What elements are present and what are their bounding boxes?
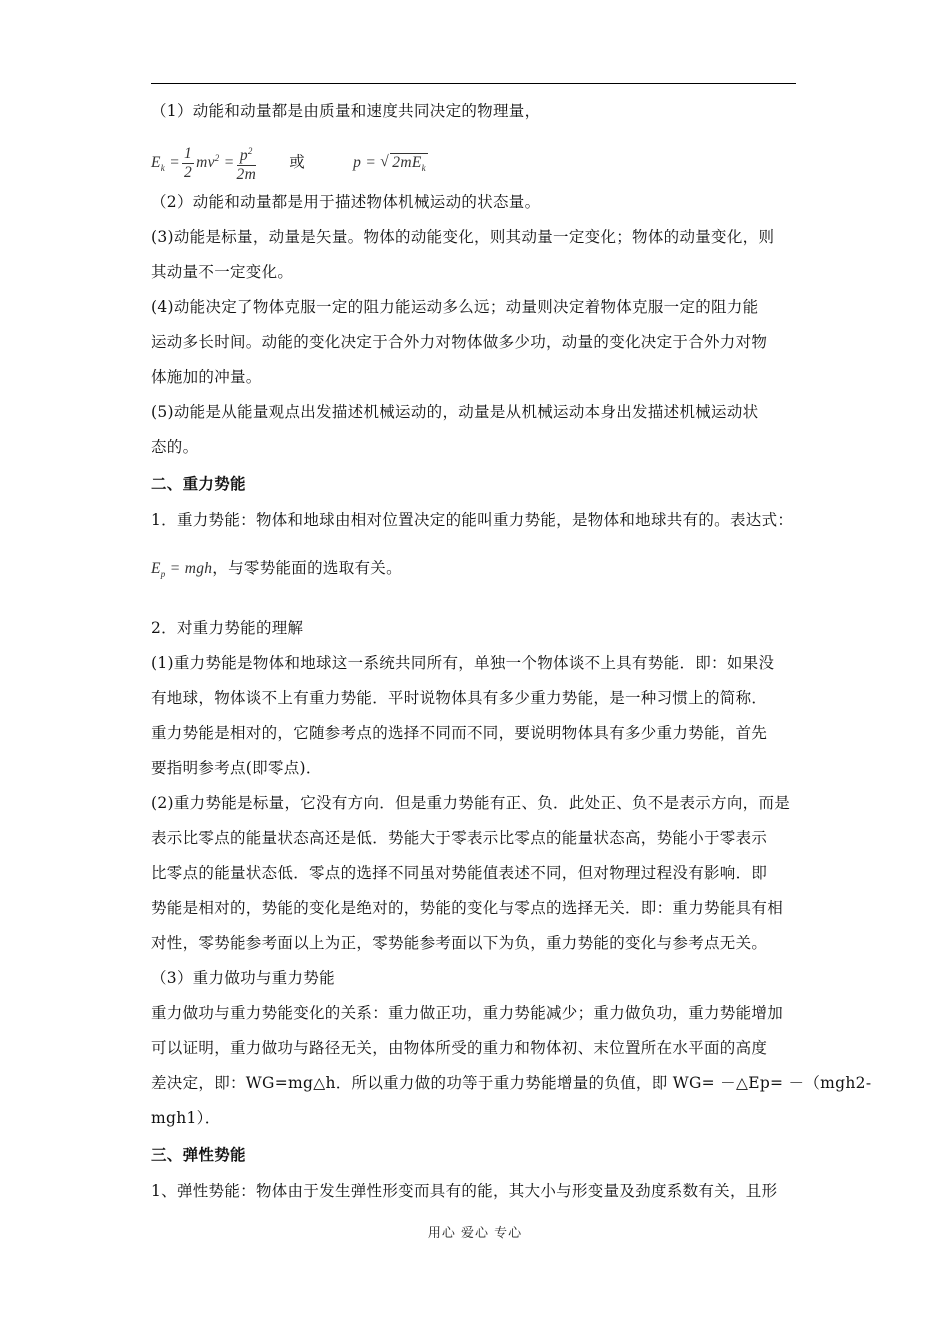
formula-note: ，与零势能面的选取有关。 [212, 559, 402, 577]
paragraph-line: (3)动能是标量，动量是矢量。物体的动能变化，则其动量一定变化；物体的动量变化，则 [151, 228, 775, 246]
paragraph-line: 可以证明，重力做功与路径无关，由物体所受的重力和物体初、末位置所在水平面的高度 [151, 1039, 768, 1057]
paragraph-line: (5)动能是从能量观点出发描述机械运动的，动量是从机械运动本身出发描述机械运动状 [151, 403, 759, 421]
paragraph-line: (4)动能决定了物体克服一定的阻力能运动多么远；动量则决定着物体克服一定的阻力能 [151, 298, 759, 316]
fraction-half: $\frac{1}{2}$ [184, 144, 193, 181]
paragraph-line: 运动多长时间。动能的变化决定于合外力对物体做多少功，动量的变化决定于合外力对物 [151, 333, 768, 351]
formula-momentum: p = √ $2mE_k$ [353, 153, 426, 173]
paragraph-line: 有地球，物体谈不上有重力势能．平时说物体具有多少重力势能，是一种习惯上的简称． [151, 689, 768, 707]
paragraph-line: 差决定，即：WG=mg△h．所以重力做的功等于重力势能增量的负值，即 WG= －△Ep= －（mgh2- [151, 1074, 872, 1092]
paragraph-line: (1)重力势能是物体和地球这一系统共同所有，单独一个物体谈不上具有势能．即：如果没 [151, 654, 775, 672]
section-heading: 三、弹性势能 [151, 1145, 246, 1164]
fraction-p2-2m: $\frac{p^2}{2m}$ [237, 142, 257, 184]
paragraph-line: 其动量不一定变化。 [151, 263, 294, 281]
paragraph-line: （2）动能和动量都是用于描述物体机械运动的状态量。 [151, 193, 541, 211]
paragraph-line: 2．对重力势能的理解 [151, 619, 304, 637]
paragraph-line: 态的。 [151, 438, 199, 456]
paragraph-line: （3）重力做功与重力势能 [151, 969, 335, 987]
paragraph-line: （1）动能和动量都是由质量和速度共同决定的物理量， [151, 102, 541, 120]
paragraph-line: 体施加的冲量。 [151, 368, 262, 386]
formula-ep: $E_p$ = mgh [151, 560, 213, 579]
paragraph-line: 1．重力势能：物体和地球由相对位置决定的能叫重力势能，是物体和地球共有的。表达式： [151, 511, 794, 529]
paragraph-line: 比零点的能量状态低．零点的选择不同虽对势能值表述不同，但对物理过程没有影响．即 [151, 864, 768, 882]
page-footer: 用心 爱心 专心 [427, 1226, 523, 1241]
potential-energy-formula-line [151, 558, 801, 584]
kinetic-energy-formula: $E_k$ = $\frac{1}{2}$ $mv^2$ = $\frac{p^2}{2m}$ 或 p = √ $2mE_k$ [151, 138, 801, 178]
paragraph-line: 重力做功与重力势能变化的关系：重力做正功，重力势能减少；重力做负功，重力势能增加 [151, 1004, 784, 1022]
paragraph-line: 势能是相对的，势能的变化是绝对的，势能的变化与零点的选择无关．即：重力势能具有相 [151, 899, 784, 917]
paragraph-line: 要指明参考点(即零点)． [151, 759, 322, 777]
header-rule [151, 83, 796, 84]
formula-ek: $E_k$ = [151, 154, 181, 173]
paragraph-line: (2)重力势能是标量，它没有方向．但是重力势能有正、负．此处正、负不是表示方向，而是 [151, 794, 791, 812]
paragraph-line: mgh1）． [151, 1109, 221, 1127]
paragraph-line: 1、弹性势能：物体由于发生弹性形变而具有的能，其大小与形变量及劲度系数有关，且形 [151, 1182, 778, 1200]
section-heading: 二、重力势能 [151, 474, 246, 493]
paragraph-line: 对性，零势能参考面以上为正，零势能参考面以下为负，重力势能的变化与参考点无关。 [151, 934, 768, 952]
paragraph-line: 表示比零点的能量状态高还是低．势能大于零表示比零点的能量状态高，势能小于零表示 [151, 829, 768, 847]
paragraph-line: 重力势能是相对的，它随参考点的选择不同而不同，要说明物体具有多少重力势能，首先 [151, 724, 768, 742]
or-text: 或 [289, 153, 306, 171]
